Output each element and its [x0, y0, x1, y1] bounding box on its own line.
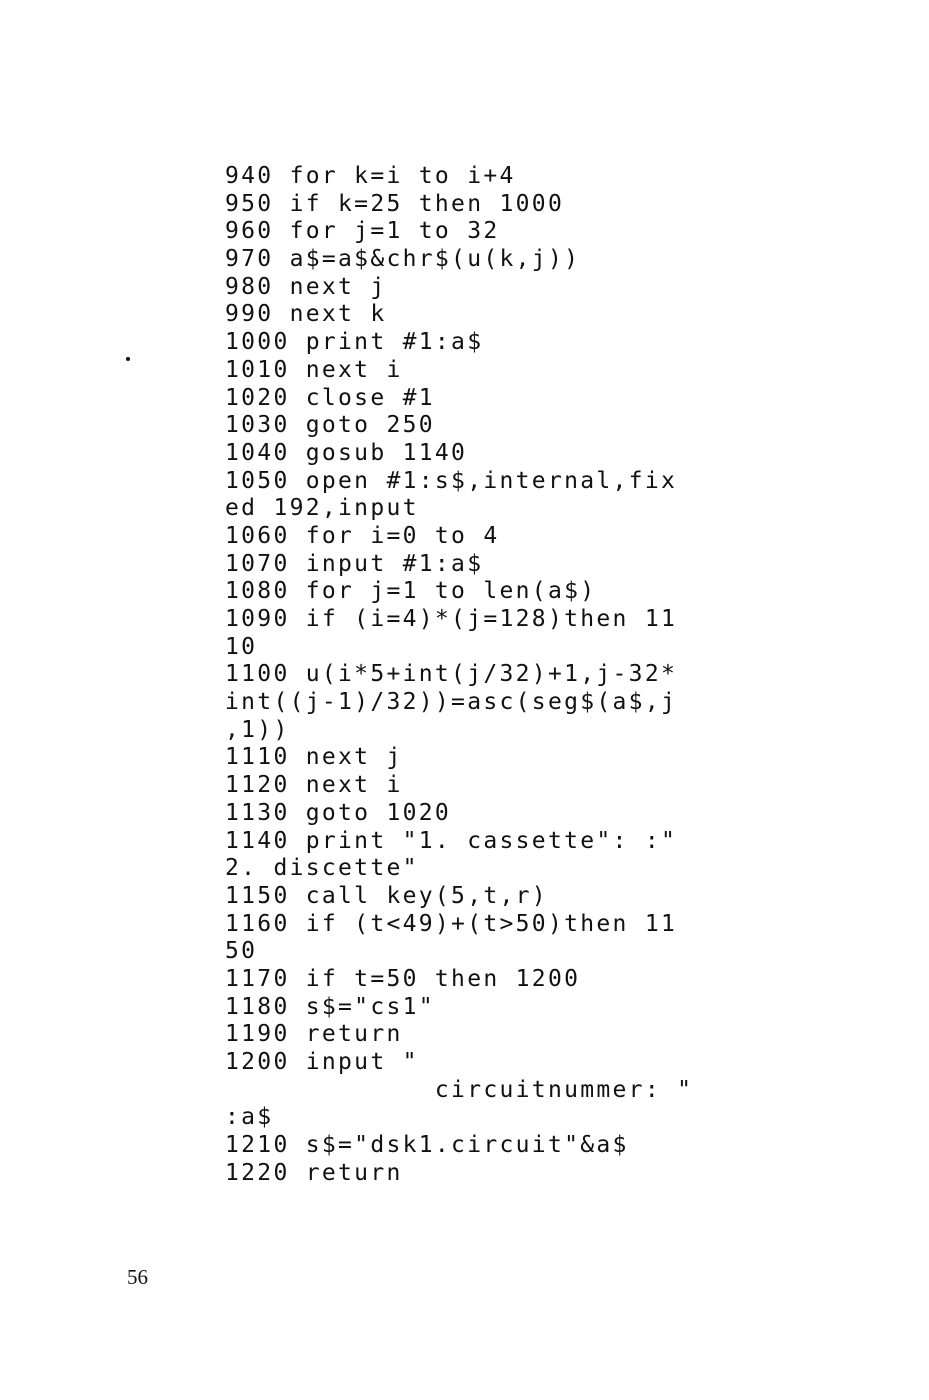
- stray-dot-mark: [126, 357, 130, 361]
- code-line: 2. discette": [225, 855, 419, 882]
- code-line: 1010 next i: [225, 356, 403, 383]
- code-line: 950 if k=25 then 1000: [225, 190, 565, 217]
- code-line: 1110 next j: [225, 744, 403, 771]
- code-line: 50: [225, 938, 258, 965]
- code-line: 980 next j: [225, 273, 387, 300]
- code-line: int((j-1)/32))=asc(seg$(a$,j: [225, 689, 678, 716]
- code-line: 1080 for j=1 to len(a$): [225, 578, 597, 605]
- code-line: 960 for j=1 to 32: [225, 218, 500, 245]
- code-line: 1140 print "1. cassette": :": [225, 827, 678, 854]
- code-line: 1040 gosub 1140: [225, 439, 468, 466]
- code-line: 1180 s$="cs1": [225, 993, 435, 1020]
- page-number: 56: [127, 1265, 148, 1289]
- code-line: 1130 goto 1020: [225, 799, 452, 826]
- code-line: 1100 u(i*5+int(j/32)+1,j-32*: [225, 661, 678, 688]
- code-line: 1200 input ": [225, 1049, 419, 1075]
- code-line: 940 for k=i to i+4: [225, 163, 516, 189]
- code-listing: [225, 163, 693, 1187]
- code-line: ,1)): [225, 716, 290, 743]
- code-line: 1190 return: [225, 1021, 403, 1048]
- code-line: 1070 input #1:a$: [225, 550, 484, 577]
- code-line: 1160 if (t<49)+(t>50)then 11: [225, 910, 678, 937]
- code-line: 1050 open #1:s$,internal,fix: [225, 467, 678, 494]
- code-line: 1170 if t=50 then 1200: [225, 965, 581, 992]
- code-line: 1120 next i: [225, 772, 403, 799]
- code-line: 1090 if (i=4)*(j=128)then 11: [225, 606, 678, 632]
- code-line: 10: [225, 633, 258, 660]
- code-line: 1020 close #1: [225, 384, 435, 411]
- code-line: 1220 return: [225, 1159, 403, 1186]
- code-line: 1030 goto 250: [225, 412, 435, 439]
- code-line: 1210 s$="dsk1.circuit"&a$: [225, 1132, 629, 1159]
- code-line: 970 a$=a$&chr$(u(k,j)): [225, 246, 581, 273]
- code-line: 990 next k: [225, 301, 387, 328]
- code-line: :a$: [225, 1104, 274, 1131]
- code-line: 1060 for i=0 to 4: [225, 522, 500, 549]
- code-line: ed 192,input: [225, 495, 419, 522]
- code-line: 1000 print #1:a$: [225, 329, 484, 356]
- code-line: 1150 call key(5,t,r): [225, 882, 548, 909]
- code-line: circuitnummer: ": [225, 1076, 694, 1103]
